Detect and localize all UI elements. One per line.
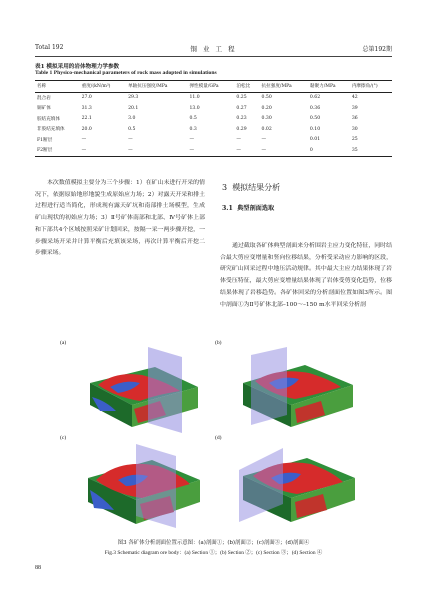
table-row <box>35 135 392 146</box>
table-cell: — <box>261 137 267 143</box>
table-cell: 0.50 <box>261 95 272 101</box>
subsection-heading <box>222 203 274 212</box>
header-rule <box>35 56 392 57</box>
table-column-header: 单轴抗压强度/MPa <box>128 84 168 90</box>
figure-3 <box>60 340 370 535</box>
table-cell: — <box>128 147 133 153</box>
header-total: Total 192 <box>35 44 64 51</box>
table-cell: 0.50 <box>309 116 321 122</box>
table-cell: — <box>236 147 241 153</box>
page-number: 88 <box>35 565 41 571</box>
table-cell: — <box>189 137 195 143</box>
table-cell: 13.0 <box>189 105 200 111</box>
table-cell: 0.36 <box>309 105 321 111</box>
table-cell: 31.3 <box>81 105 92 111</box>
ore-body-model-a <box>70 345 215 435</box>
panel-label-b: (b) <box>215 340 222 346</box>
table-header-row <box>35 81 392 93</box>
header-issue: 总第192期 <box>362 46 392 53</box>
table-cell: 0.29 <box>236 126 247 132</box>
table-cell: 20.0 <box>81 126 92 132</box>
table-body <box>35 92 392 156</box>
table-cell: 30 <box>351 126 358 132</box>
table-cell: 0.02 <box>261 126 272 132</box>
running-header <box>35 44 392 56</box>
figure-caption-cn: 图3 各矿体分析剖面位置示意图：(a)剖面①；(b)剖面②；(c)剖面③；(d)剖面④ <box>117 540 310 546</box>
table-cell: — <box>81 147 87 153</box>
table-cell: 0.62 <box>309 95 321 101</box>
table-cell: — <box>261 147 267 153</box>
table-cell: 20.1 <box>128 105 139 111</box>
parameters-table <box>35 80 392 157</box>
ore-body-model-d <box>225 440 370 530</box>
figure-caption-en: Fig.3 Schematic diagram ore body：(a) Section ①；(b) Section ②；(c) Section ③；(d) Section ④ <box>104 550 323 556</box>
table-cell: 0 <box>309 147 313 153</box>
table-cell: — <box>236 137 241 143</box>
table-cell: 混合岩 <box>37 95 51 101</box>
table-column-header: 弹性模量/GPa <box>189 84 219 90</box>
panel-label-c: (c) <box>60 435 67 441</box>
simulation-steps-paragraph: 本次数值模拟主要分为三个步骤：1）在矿山未进行开采的情况下，依据原始地形地貌生成原始应力场；2）对露天开采和排土过程进行适当简化，形成现有露天矿坑和南部排土场模型，生成矿山现状的初始应力场；3）Ⅱ号矿体南部和北部、Ⅳ号矿体上部和下部共4个区域按照采矿计划回采，按隔一采一两步骤开挖，一步骤采场开采并计算平衡后充填该采场，再次计算平衡后开挖二步骤采场。 <box>35 180 205 257</box>
table-cell: F1断层 <box>37 137 53 143</box>
table-cell: 非胶结充填体 <box>37 127 65 133</box>
table-cell: 11.0 <box>189 95 200 101</box>
table-cell: — <box>128 137 133 143</box>
panel-label-d: (d) <box>215 435 222 441</box>
table-cell: 0.25 <box>236 95 247 101</box>
table-column-header: 泊松比 <box>236 84 251 90</box>
table-row <box>35 92 392 103</box>
journal-title: 铜 业 工 程 <box>190 45 237 53</box>
table-cell: 36 <box>351 116 358 122</box>
table-cell: — <box>81 137 87 143</box>
table-cell: 0.3 <box>189 126 197 132</box>
section-number: 3 <box>222 183 228 192</box>
section-heading <box>222 182 280 193</box>
table-cell: 27.0 <box>81 95 92 101</box>
table-cell: 胶结充填体 <box>37 116 60 122</box>
table-cell: 0.5 <box>128 126 136 132</box>
table-cell: 0.10 <box>309 126 321 132</box>
table-cell: 0.27 <box>236 105 247 111</box>
table-column-header: 重度/(kN/m³) <box>81 84 111 90</box>
subsection-number: 3.1 <box>222 205 233 212</box>
table-cell: 0.23 <box>236 116 247 122</box>
table-cell: 29.3 <box>128 95 139 101</box>
table-cell: 0.01 <box>309 137 321 143</box>
table-cell: 0.5 <box>189 116 197 122</box>
subsection-title: 典型剖面选取 <box>237 205 275 212</box>
ore-body-model-c <box>70 440 215 530</box>
table-cell: 0.30 <box>261 116 272 122</box>
table-column-header: 抗拉强度/MPa <box>261 84 292 90</box>
table-row <box>35 114 392 125</box>
table-caption-cn: 表1 模拟采用的岩体物理力学参数 <box>35 64 120 70</box>
table-cell: 22.1 <box>81 116 92 122</box>
ore-body-model-b <box>225 345 370 435</box>
table-cell: 35 <box>351 147 358 153</box>
table-cell: 42 <box>351 95 358 101</box>
table-cell: 0.20 <box>261 105 272 111</box>
analysis-paragraph: 通过截取各矿体典型剖面来分析围岩主应力变化特征，同时结合最大剪应变增量和竖向位移结果，分析受采动应力影响的区段，研究矿山回采过程中地压活动规律。其中最大主应力结果体现了岩体受压特征，最大剪应变增量结果体现了岩体受剪变化趋势，位移结果体现了岩移趋势。各矿体回采的分析剖面位置如图3所示。图中剖面①为Ⅱ号矿体北部–100～–150 m水平回采分析剖 <box>220 243 392 308</box>
table-column-header: 名称 <box>37 84 47 90</box>
table-cell: — <box>189 147 195 153</box>
table-cell: 铜矿体 <box>37 106 51 112</box>
table-row <box>35 145 392 156</box>
table-cell: 3.0 <box>128 116 136 122</box>
table-row <box>35 124 392 135</box>
section-title: 模拟结果分析 <box>232 183 281 192</box>
table-row <box>35 103 392 114</box>
table-caption-en: Table 1 Physico-mechanical parameters of rock mass adopted in simulations <box>35 70 217 76</box>
table-cell: 39 <box>351 105 358 111</box>
table-column-header: 内摩擦角/(°) <box>351 84 378 90</box>
table-column-header: 黏聚力/MPa <box>309 84 336 90</box>
panel-label-a: (a) <box>60 340 67 346</box>
table-cell: 25 <box>351 137 358 143</box>
table-cell: F2断层 <box>37 148 53 154</box>
